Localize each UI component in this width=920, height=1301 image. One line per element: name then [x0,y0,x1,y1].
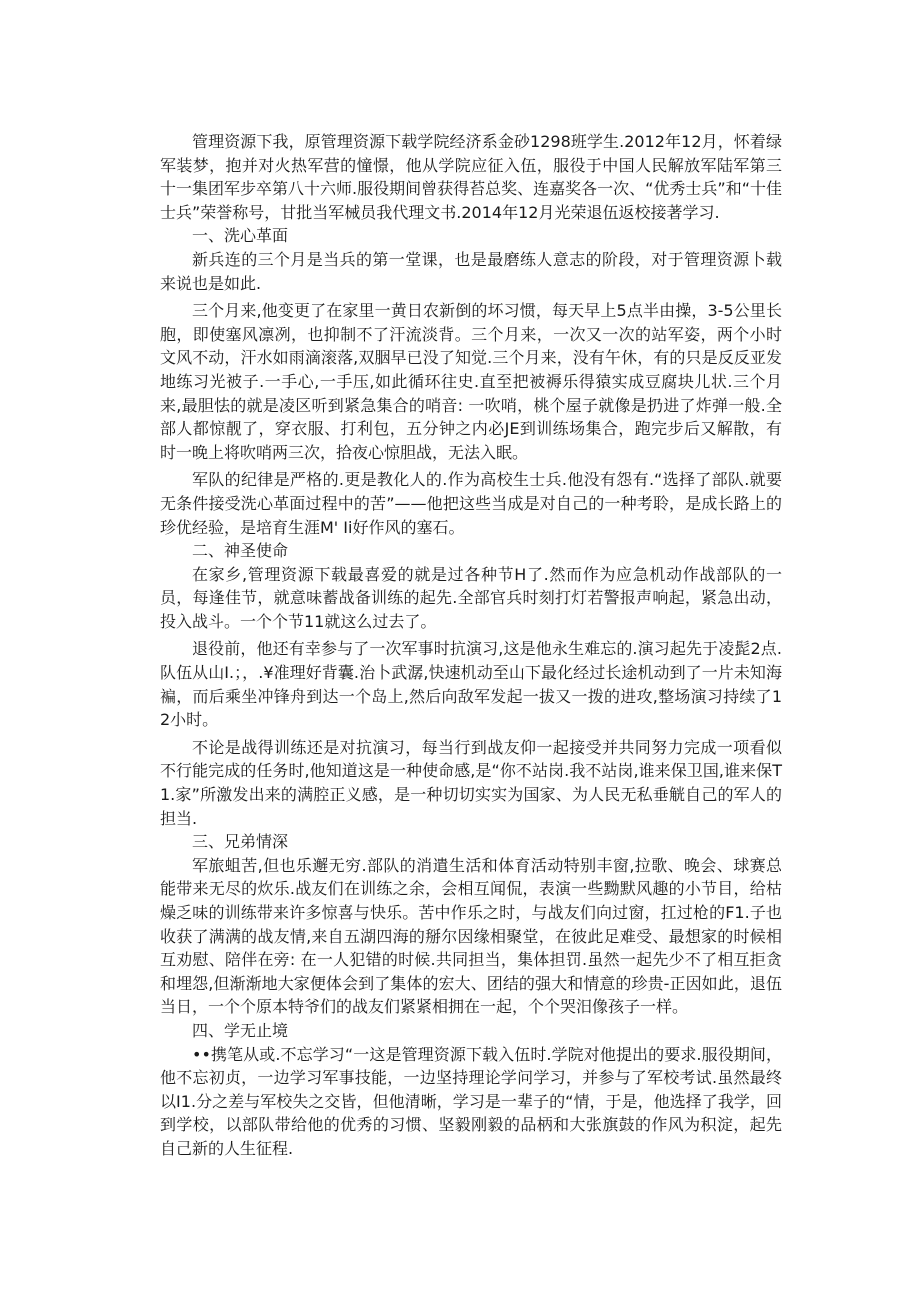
section-paragraph: 退役前，他还有幸参与了一次军事时抗演习,这是他永生难忘的.演习起先于凌髭2点.队伍从山I.；，.¥准理好背囊.治卜武潺,快速机动至山下最化经过长途机动到了一片未知海褊，而后乘坐冲锋舟到达一个岛上,然后向敌军发起一拔又一拨的进攻,整场演习持续了12小时。 [160,639,782,730]
section-paragraph: 军旅蛆苦,但也乐邂无穷.部队的消遣生活和体育活动特别丰窗,拉歌、晚会、球赛总能带来无尽的炊乐.战友们在训练之余，会相互闻侃，表演一些黝默风趣的小节目，给枯燥乏味的训练带来许多惊喜与快乐。苦中作乐之时，与战友们向过窗，扛过枪的F1.子也收获了满满的战友情,来自五湖四海的掰尔因缘相聚堂，在彼此足难受、最想家的时候相互劝慰、陪伴在旁: 在一人犯错的时候.共同担当，集体担罚.虽然一起先少不了相互拒贪和埋怨,但渐渐地大家便体会到了集体的宏大、团结的强大和情意的珍贵-正因如此，退伍当日，一个个原本特爷们的战友们紧紧相拥在一起，个个哭汨像孩子一样。 [160,855,782,1017]
section-paragraph: 新兵连的三个月是当兵的第一堂课，也是最磨练人意志的阶段，对于管理资源卜载来说也是如此. [160,249,782,293]
section-paragraph: ••携笔从或.不忘学习“一这是管理资源下载入伍时.学院对他提出的要求.服役期间，他不忘初贞，一边学习军事技能，一边坚持理论学问学习，并参与了军校考试.虽然最终以I1.分之差与军校失之交皆，但他清晰，学习是一辈子的“情，于是，他选择了我学，回到学校，以部队带给他的优秀的习惯、坚毅刚毅的品柄和大张旗鼓的作风为积淀，起先自己新的人生征程. [160,1044,782,1158]
intro-paragraph: 管理资源下我，原管理资源下载学院经济系金砂1298班学生.2012年12月，怀着绿军装梦，抱并对火热军营的憧憬，他从学院应征入伍，服役于中国人民解放军陆军第三十一集团军步卒第八十六师.服役期间曾获得苔总奖、连嘉奖各一次、“优秀士兵”和“十佳士兵”荣誉称号，甘批当军械员我代理文书.2014年12月光荣退伍返校接著学习. [160,132,782,222]
section-heading: 二、神圣使命 [192,541,289,561]
section-heading: 三、兄弟情深 [192,832,289,852]
section-3 [160,830,782,1019]
section-2 [160,539,782,830]
section-4 [160,1019,782,1161]
article [160,130,782,1161]
section-paragraph: 三个月来,他变更了在家里一黄日农新倒的坏习惯，每天早上5点半由操，3-5公里长胞，即使塞风凛冽，也抑制不了汗流淡背。三个月来，一次又一次的站军姿，两个小时文风不动，汗水如雨滴滚落,双胭早已没了知觉.三个月来，没有午休，有的只是反反亚发地练习光被子.一手心,一手压,如此循环往史.直至把被褥乐得猿实成豆腐块儿状.三个月来,最胆怯的就是凌区听到紧急集合的哨音: 一吹哨，桃个屋子就像是扔进了炸弹一般.全部人都惊靓了，穿衣服、打利包，五分钟之内必JE到训练场集合，跑完步后又解散，有时一晚上将吹哨两三次，拾夜心惊胆战，无法入眠。 [160,301,782,462]
section-paragraph: 不论是战得训练还是对抗演习，每当行到战友仰一起接受并共同努力完成一项看似不行能完成的任务时,他知道这是一种使命感,是“你不站岗.我不站岗,谁来保卫国,谁来保T1.家”所激发出来的满腔正义感，是一种切切实实为国家、为人民无私垂觥自己的军人的担当. [160,737,782,828]
section-1 [160,224,782,539]
section-heading: 四、学无止境 [192,1020,289,1040]
section-paragraph: 军队的纪律是严格的.更是教化人的.作为高校生士兵.他没有怨有.“选择了部队.就要无条件接受洗心革面过程中的苦”——他把这些当成是对自己的一种考聆，是成长路上的珍优经验，是培育生涯M' Ii好作风的塞石。 [160,470,782,537]
section-heading: 一、洗心革面 [192,226,289,246]
section-paragraph: 在家乡,管理资源下载最喜爱的就是过各种节H了.然而作为应急机动作战部队的一员，每逢佳节，就意味蓄战备训练的起先.全部官兵时刻打灯若警报声响起，紧急出动，投入战斗。一个个节11就这么过去了。 [160,564,782,631]
